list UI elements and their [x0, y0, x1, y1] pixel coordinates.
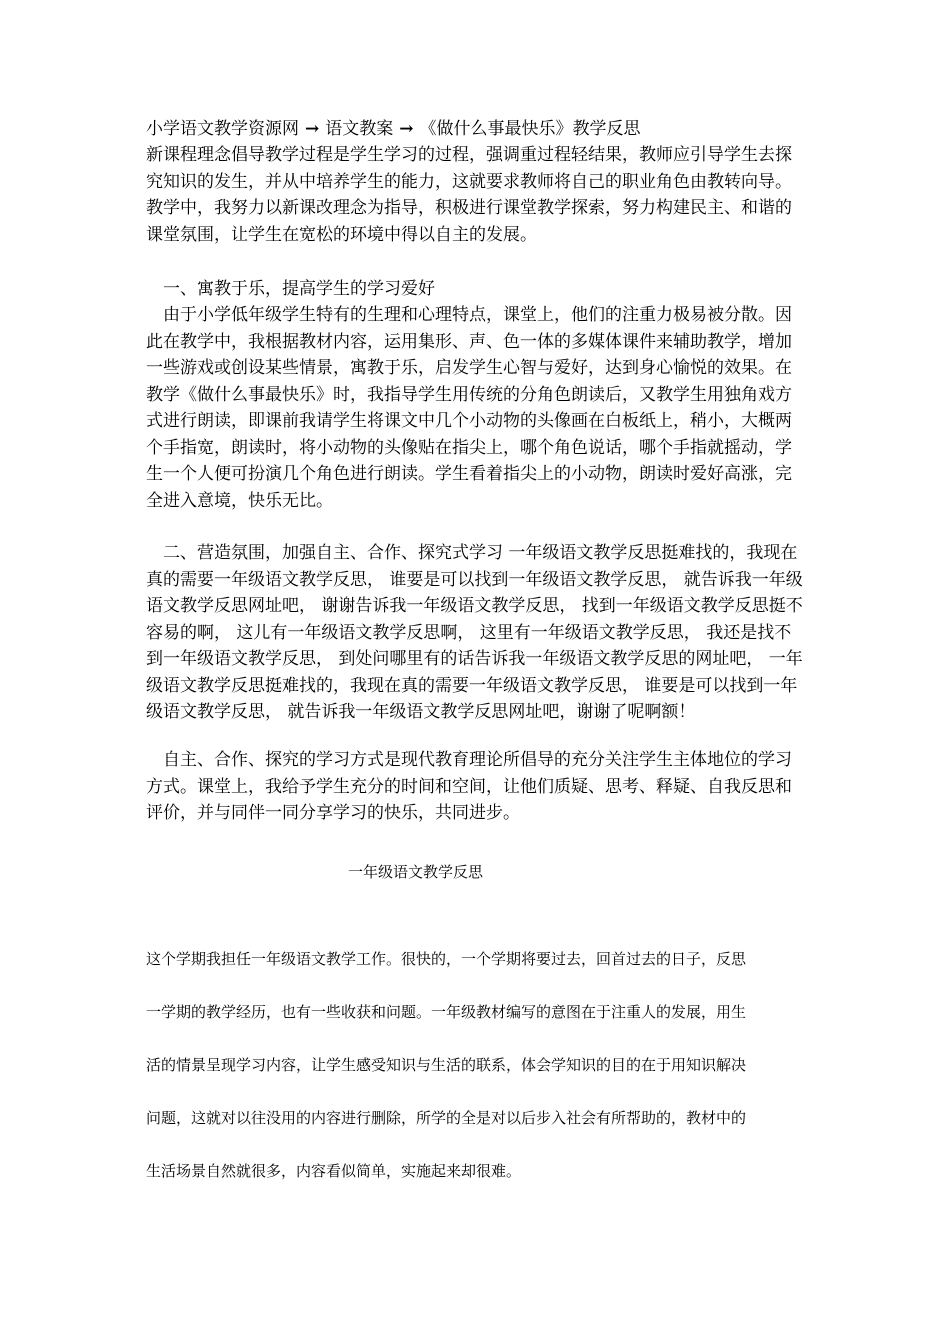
breadcrumb-site-link[interactable]: 小学语文教学资源网	[146, 119, 299, 139]
section2-paragraph: 二、营造氛围，加强自主、合作、探究式学习 一年级语文教学反思挺难找的，我现在真的需要一年级语文教学反思， 谁要是可以找到一年级语文教学反思， 就告诉我一年级语文教学反思网址吧， 谢谢告诉我一年级语文教学反思， 找到一年级语文教学反思挺不容易的啊， 这儿有一年级语文教学反思啊， 这里有一年级语文教学反思， 我还是找不到一年级语文教学反思， 到处问哪里有的话告诉我一年级语文教学反思的网址吧， 一年级语文教学反思挺难找的，我现在真的需要一年级语文教学反思， 谁要是可以找到一年级语文教学反思， 就告诉我一年级语文教学反思网址吧，谢谢了呢啊额！	[146, 543, 803, 722]
final-line: 这个学期我担任一年级语文教学工作。很快的，一个学期将要过去，回首过去的日子，反思	[146, 950, 747, 968]
intro-paragraph: 新课程理念倡导教学过程是学生学习的过程，强调重过程轻结果，教师应引导学生去探究知识的发生，并从中培养学生的能力，这就要求教师将自己的职业角色由教转向导。教学中，我努力以新课改理念为指导，积极进行课堂教学探索，努力构建民主、和谐的课堂氛围，让学生在宽松的环境中得以自主的发展。	[146, 145, 792, 245]
section2-paragraph-2: 自主、合作、探究的学习方式是现代教育理论所倡导的充分关注学生主体地位的学习方式。课堂上，我给予学生充分的时间和空间，让他们质疑、思考、释疑、自我反思和评价，并与同伴一同分享学习的快乐，共同进步。	[146, 750, 792, 823]
sub-title: 一年级语文教学反思	[348, 863, 484, 881]
final-paragraph	[146, 933, 808, 1198]
section1-heading: 一、寓教于乐，提高学生的学习爱好	[146, 279, 435, 299]
breadcrumb-arrow-icon: →	[305, 119, 320, 139]
final-line: 问题，这就对以往没用的内容进行删除，所学的全是对以后步入社会有所帮助的，教材中的	[146, 1109, 747, 1127]
final-line: 一学期的教学经历，也有一些收获和问题。一年级教材编写的意图在于注重人的发展，用生	[146, 1003, 747, 1021]
final-line: 活的情景呈现学习内容，让学生感受知识与生活的联系，体会学知识的目的在于用知识解决	[146, 1056, 747, 1074]
breadcrumb-current: 《做什么事最快乐》教学反思	[419, 119, 641, 139]
breadcrumb	[146, 116, 808, 143]
breadcrumb-arrow-icon: →	[399, 119, 414, 139]
final-line: 生活场景自然就很多，内容看似简单，实施起来却很难。	[146, 1162, 522, 1180]
section1-paragraph: 由于小学低年级学生特有的生理和心理特点，课堂上，他们的注重力极易被分散。因此在教学中，我根据教材内容，运用集形、声、色一体的多媒体课件来辅助教学，增加一些游戏或创设某些情景，寓教于乐，启发学生心智与爱好，达到身心愉悦的效果。在教学《做什么事最快乐》时，我指导学生用传统的分角色朗读后，又教学生用独角戏方式进行朗读，即课前我请学生将课文中几个小动物的头像画在白板纸上，稍小，大概两个手指宽，朗读时，将小动物的头像贴在指尖上，哪个角色说话，哪个手指就摇动，学生一个人便可扮演几个角色进行朗读。学生看着指尖上的小动物，朗读时爱好高涨，完全进入意境，快乐无比。	[146, 305, 792, 511]
breadcrumb-category-link[interactable]: 语文教案	[325, 119, 394, 139]
